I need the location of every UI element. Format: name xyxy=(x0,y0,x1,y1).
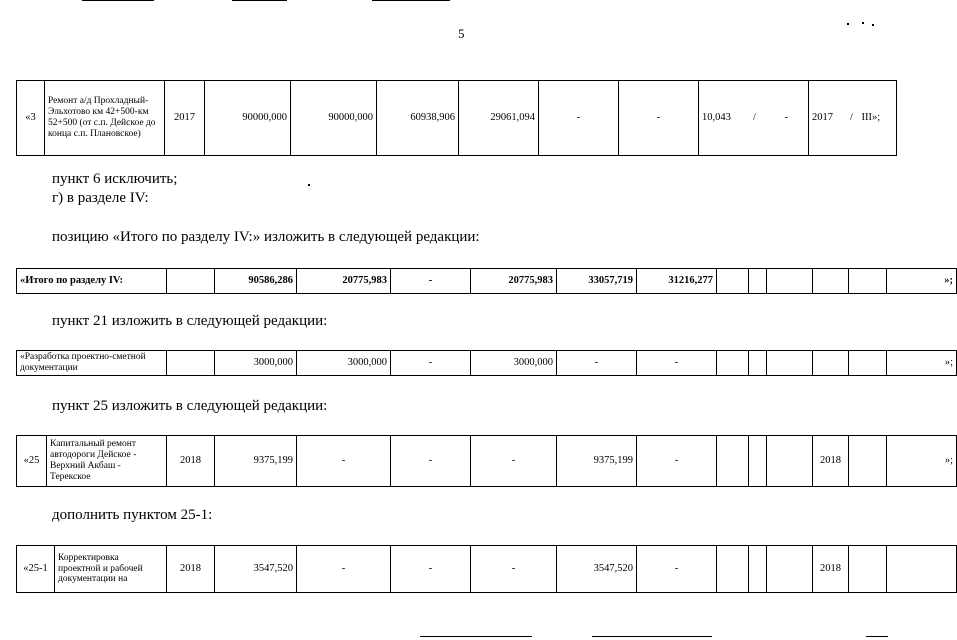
cell xyxy=(767,269,813,294)
cell xyxy=(717,351,749,376)
cell: 60938,906 xyxy=(377,81,459,156)
cell xyxy=(167,351,215,376)
scan-mark xyxy=(372,0,450,1)
cell: / xyxy=(845,81,859,156)
year: 2018 xyxy=(167,546,215,593)
table-row xyxy=(17,546,957,593)
cell: 3000,000 xyxy=(215,351,297,376)
cell xyxy=(749,436,767,487)
cell: »; xyxy=(887,269,957,294)
row-number: «25-1 xyxy=(17,546,55,593)
text-line: пункт 6 исключить; xyxy=(52,171,178,187)
table-row xyxy=(17,81,897,156)
cell: - xyxy=(297,546,391,593)
cell xyxy=(887,546,957,593)
cell: - xyxy=(765,81,809,156)
scan-dot xyxy=(872,24,874,26)
cell: - xyxy=(297,436,391,487)
cell: »; xyxy=(887,351,957,376)
cell: »; xyxy=(887,436,957,487)
cell: - xyxy=(637,546,717,593)
cell: - xyxy=(391,269,471,294)
text-line: пункт 25 изложить в следующей редакции: xyxy=(52,398,328,414)
cell xyxy=(749,351,767,376)
table-row xyxy=(17,269,957,294)
cell xyxy=(849,546,887,593)
table-item-25-1 xyxy=(16,545,957,593)
scan-mark xyxy=(232,0,287,1)
cell: 3547,520 xyxy=(557,546,637,593)
cell: 3547,520 xyxy=(215,546,297,593)
cell: 20775,983 xyxy=(471,269,557,294)
cell xyxy=(167,269,215,294)
cell: 31216,277 xyxy=(637,269,717,294)
scan-dot xyxy=(862,22,864,24)
scan-mark xyxy=(866,636,888,637)
cell: - xyxy=(619,81,699,156)
cell: - xyxy=(539,81,619,156)
text-line: пункт 21 изложить в следующей редакции: xyxy=(52,313,328,329)
cell xyxy=(849,436,887,487)
table-item-25 xyxy=(16,435,957,487)
cell xyxy=(767,546,813,593)
row-title: «Разработка проектно-сметной документации xyxy=(17,351,167,376)
cell: 33057,719 xyxy=(557,269,637,294)
cell xyxy=(717,546,749,593)
year: 2018 xyxy=(167,436,215,487)
cell: 90000,000 xyxy=(291,81,377,156)
cell: - xyxy=(471,436,557,487)
cell: 9375,199 xyxy=(557,436,637,487)
cell xyxy=(813,269,849,294)
cell xyxy=(849,351,887,376)
cell xyxy=(749,546,767,593)
cell: 90586,286 xyxy=(215,269,297,294)
cell xyxy=(749,269,767,294)
object-name: Ремонт а/д Прохладный-Эльхотово км 42+500-км 52+500 (от с.п. Дейское до конца с.п. Плановское) xyxy=(45,81,165,156)
cell xyxy=(767,436,813,487)
cell: - xyxy=(637,351,717,376)
cell: 3000,000 xyxy=(297,351,391,376)
text-line: дополнить пунктом 25-1: xyxy=(52,507,213,523)
cell xyxy=(813,351,849,376)
cell xyxy=(767,351,813,376)
cell: 10,043 xyxy=(699,81,745,156)
cell: - xyxy=(637,436,717,487)
cell: 9375,199 xyxy=(215,436,297,487)
cell: / xyxy=(745,81,765,156)
cell: - xyxy=(391,546,471,593)
cell xyxy=(849,269,887,294)
row-title: «Итого по разделу IV: xyxy=(17,269,167,294)
cell: - xyxy=(471,546,557,593)
text-line: позицию «Итого по разделу IV:» изложить в следующей редакции: xyxy=(52,229,480,245)
scan-dot xyxy=(847,23,849,25)
page-number: 5 xyxy=(458,26,465,41)
row-number: «25 xyxy=(17,436,47,487)
table-row xyxy=(17,351,957,376)
cell: III»; xyxy=(859,81,897,156)
row-number: «3 xyxy=(17,81,45,156)
table-total-section-4 xyxy=(16,268,957,294)
cell: - xyxy=(557,351,637,376)
year: 2017 xyxy=(165,81,205,156)
cell xyxy=(717,269,749,294)
cell: 3000,000 xyxy=(471,351,557,376)
cell: 20775,983 xyxy=(297,269,391,294)
text-line: г) в разделе IV: xyxy=(52,190,149,206)
scan-mark xyxy=(420,636,532,637)
cell: 29061,094 xyxy=(459,81,539,156)
cell: 2018 xyxy=(813,546,849,593)
scan-mark xyxy=(592,636,712,637)
table-item-21 xyxy=(16,350,957,376)
object-name: Корректировка проектной и рабочей документации на xyxy=(55,546,167,593)
scan-mark xyxy=(82,0,154,1)
object-name: Капитальный ремонт автодороги Дейское - Верхний Акбаш - Терекское xyxy=(47,436,167,487)
cell: - xyxy=(391,436,471,487)
cell: 2017 xyxy=(809,81,845,156)
cell: - xyxy=(391,351,471,376)
scan-dot xyxy=(308,184,310,186)
cell: 2018 xyxy=(813,436,849,487)
table-row xyxy=(17,436,957,487)
table-item-3 xyxy=(16,80,897,156)
cell: 90000,000 xyxy=(205,81,291,156)
cell xyxy=(717,436,749,487)
